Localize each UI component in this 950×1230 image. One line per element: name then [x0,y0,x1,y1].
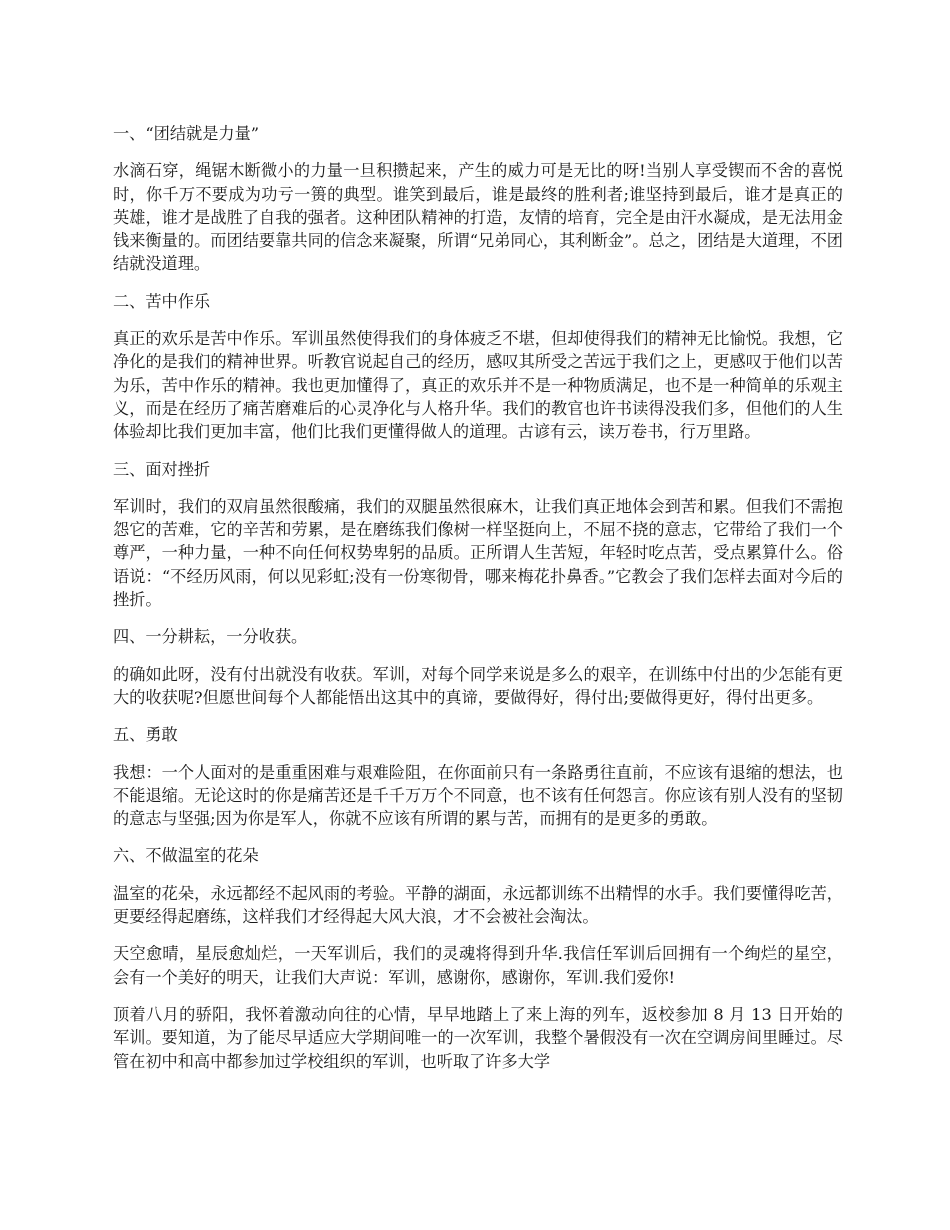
document-body [113,122,843,1087]
section-heading: 二、苦中作乐 [113,291,211,311]
section-heading: 五、勇敢 [113,725,178,745]
paragraph: 水滴石穿，绳锯木断微小的力量一旦积攒起来，产生的威力可是无比的呀!当别人享受锲而不舍的喜悦时，你千万不要成为功亏一篑的典型。谁笑到最后，谁是最终的胜利者;谁坚持到最后，谁才是真正的英雄，谁才是战胜了自我的强者。这种团队精神的打造，友情的培育，完全是由汗水凝成，是无法用金钱来衡量的。而团结要靠共同的信念来凝聚，所谓“兄弟同心，其利断金”。总之，团结是大道理，不团结就没道理。 [113,161,843,274]
section-heading: 六、不做温室的花朵 [113,846,259,866]
paragraph: 军训时，我们的双肩虽然很酸痛，我们的双腿虽然很麻木，让我们真正地体会到苦和累。但我们不需抱怨它的苦难，它的辛苦和劳累，是在磨练我们像树一样坚挺向上，不屈不挠的意志，它带给了我们一个尊严，一种力量，一种不向任何权势卑躬的品质。正所谓人生苦短，年轻时吃点苦，受点累算什么。俗语说：“不经历风雨，何以见彩虹;没有一份寒彻骨，哪来梅花扑鼻香。”它教会了我们怎样去面对今后的挫折。 [113,496,843,610]
section-heading: 四、一分耕耘，一分收获。 [113,627,308,647]
paragraph: 温室的花朵，永远都经不起风雨的考验。平静的湖面，永远都训练不出精悍的水手。我们要懂得吃苦，更要经得起磨练，这样我们才经得起大风大浪，才不会被社会淘汰。 [113,883,843,927]
paragraph: 真正的欢乐是苦中作乐。军训虽然使得我们的身体疲乏不堪，但却使得我们的精神无比愉悦。我想，它净化的是我们的精神世界。听教官说起自己的经历，感叹其所受之苦远于我们之上，更感叹于他们以苦为乐，苦中作乐的精神。我也更加懂得了，真正的欢乐并不是一种物质满足，也不是一种简单的乐观主义，而是在经历了痛苦磨难后的心灵净化与人格升华。我们的教官也许书读得没我们多，但他们的人生体验却比我们更加丰富，他们比我们更懂得做人的道理。古谚有云，读万卷书，行万里路。 [113,329,843,442]
section-heading: 三、面对挫折 [113,459,211,479]
paragraph: 我想：一个人面对的是重重困难与艰难险阻，在你面前只有一条路勇往直前，不应该有退缩的想法，也不能退缩。无论这时的你是痛苦还是千千万万个不同意，也不该有任何怨言。你应该有别人没有的坚韧的意志与坚强;因为你是军人，你就不应该有所谓的累与苦，而拥有的是更多的勇敢。 [113,762,843,829]
paragraph: 天空愈晴，星辰愈灿烂，一天军训后，我们的灵魂将得到升华.我信任军训后回拥有一个绚烂的星空，会有一个美好的明天，让我们大声说：军训，感谢你，感谢你，军训.我们爱你! [113,944,843,987]
paragraph: 顶着八月的骄阳，我怀着激动向往的心情，早早地踏上了来上海的列车，返校参加 8 月 13 日开始的军训。要知道，为了能尽早适应大学期间唯一的一次军训，我整个暑假没有一次在空调房间里睡过。尽管在初中和高中都参加过学校组织的军训，也听取了许多大学 [113,1004,843,1071]
section-heading: 一、“团结就是力量” [113,124,260,143]
paragraph: 的确如此呀，没有付出就没有收获。军训，对每个同学来说是多么的艰辛，在训练中付出的少怎能有更大的收获呢?但愿世间每个人都能悟出这其中的真谛，要做得好，得付出;要做得更好，得付出更多。 [113,664,843,707]
